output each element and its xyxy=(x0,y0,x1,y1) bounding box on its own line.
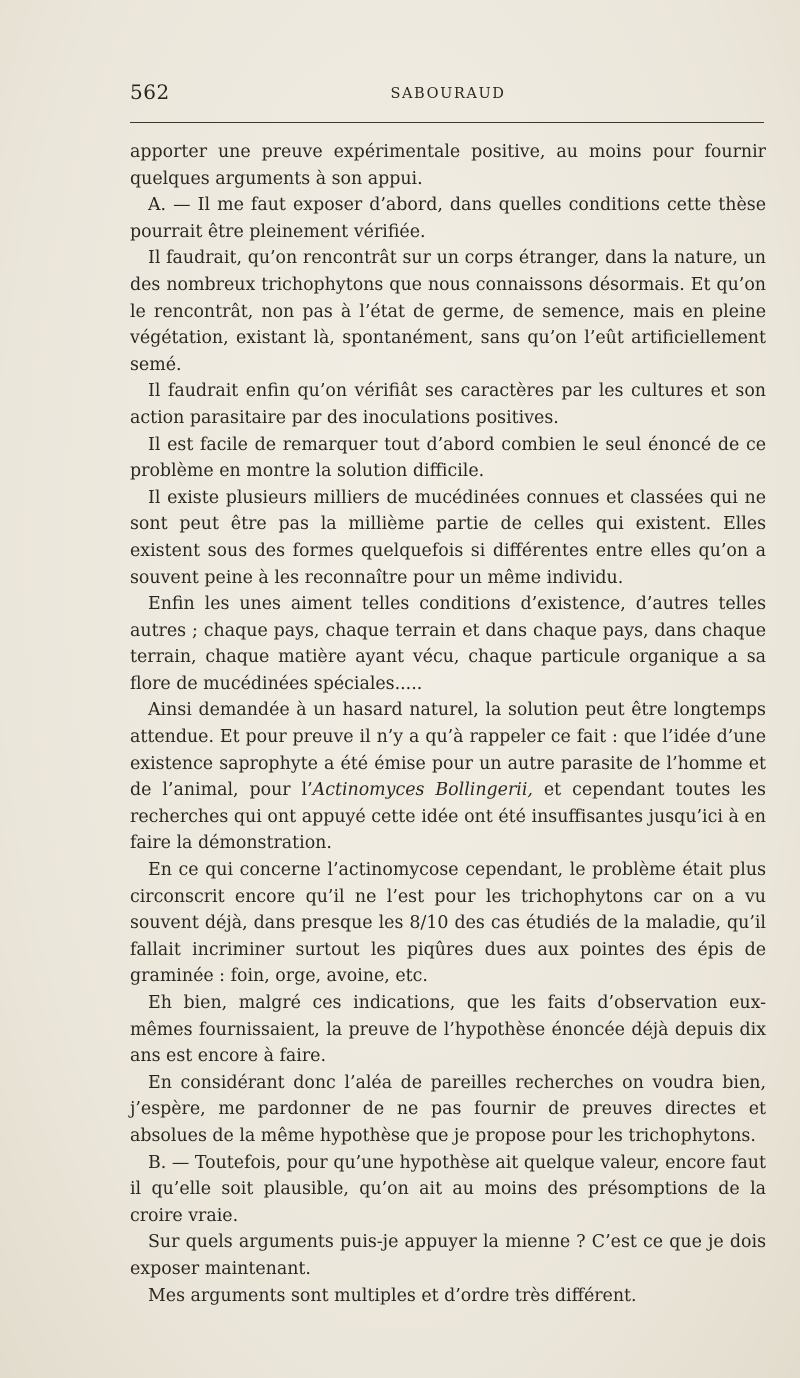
paragraph-8 xyxy=(130,697,766,857)
paragraph-5: Il est facile de remarquer tout d’abord combien le seul énoncé de ce problème en montre la solution difficile. xyxy=(130,434,766,482)
header-rule xyxy=(130,122,764,123)
book-page xyxy=(130,72,766,1309)
paragraph-8-before: Ainsi demandée à un hasard naturel, la solution peut être longtemps attendue. Et pour preuve il n’y a qu’à rappeler ce fait : que l’idée d’une existence saprophyte a été émise pour un autre parasite de l’homme et de l’animal, pour l’ xyxy=(130,700,766,801)
paragraph-14: Mes arguments sont multiples et d’ordre très différent. xyxy=(148,1285,637,1306)
running-title: SABOURAUD xyxy=(390,86,506,102)
paragraph-11: En considérant donc l’aléa de pareilles recherches on voudra bien, j’espère, me pardonner de ne pas fournir de preuves directes et absolues de la même hypothèse que je propose pour les trichophytons. xyxy=(130,1072,766,1146)
paragraph-2: A. — Il me faut exposer d’abord, dans quelles conditions cette thèse pourrait être pleinement vérifiée. xyxy=(130,195,766,242)
paragraph-9: En ce qui concerne l’actinomycose cependant, le problème était plus circonscrit encore qu’il ne l’est pour les trichophytons car on a vu souvent déjà, dans presque les 8/10 des cas étudiés de la maladie, qu’il fallait incriminer surtout les piqûres dues aux pointes des épis de graminée : foin, orge, avoine, etc. xyxy=(130,860,766,987)
body-text xyxy=(130,139,766,1309)
species-name: Actinomyces Bollingerii, xyxy=(312,780,533,801)
paragraph-6: Il existe plusieurs milliers de mucédinées connues et classées qui ne sont peut être pas la millième partie de celles qui existent. Elles existent sous des formes quelquefois si différentes entre elles qu’on a souvent peine à les reconnaître pour un même individu. xyxy=(130,487,766,588)
paragraph-3: Il faudrait, qu’on rencontrât sur un corps étranger, dans la nature, un des nombreux trichophytons que nous connaissons désormais. Et qu’on le rencontrât, non pas à l’état de germe, de semence, mais en pleine végétation, existant là, spontanément, sans qu’on l’eût artificiellement semé. xyxy=(130,248,766,375)
running-head xyxy=(130,72,766,108)
paragraph-13: Sur quels arguments puis-je appuyer la mienne ? C’est ce que je dois exposer maintenant. xyxy=(130,1232,766,1279)
paragraph-10: Eh bien, malgré ces indications, que les faits d’observation eux-mêmes fournissaient, la preuve de l’hypothèse énoncée déjà depuis dix ans est encore à faire. xyxy=(130,993,766,1067)
paragraph-8-after: et cependant toutes les recherches qui ont appuyé cette idée ont été insuffisantes jusqu’ici à en faire la démonstration. xyxy=(130,780,766,854)
page-number: 562 xyxy=(130,80,170,104)
paragraph-7: Enfin les unes aiment telles conditions d’existence, d’autres telles autres ; chaque pays, chaque terrain et dans chaque pays, dans chaque terrain, chaque matière ayant vécu, chaque particule organique a sa flore de mucédinées spéciales..... xyxy=(130,594,766,694)
paragraph-4: Il faudrait enfin qu’on vérifiât ses caractères par les cultures et son action parasitaire par des inoculations positives. xyxy=(130,381,766,428)
paragraph-1: apporter une preuve expérimentale positive, au moins pour fournir quelques arguments à son appui. xyxy=(130,142,766,189)
paragraph-12: B. — Toutefois, pour qu’une hypothèse ait quelque valeur, encore faut il qu’elle soit plausible, qu’on ait au moins des présomptions de la croire vraie. xyxy=(130,1152,766,1226)
